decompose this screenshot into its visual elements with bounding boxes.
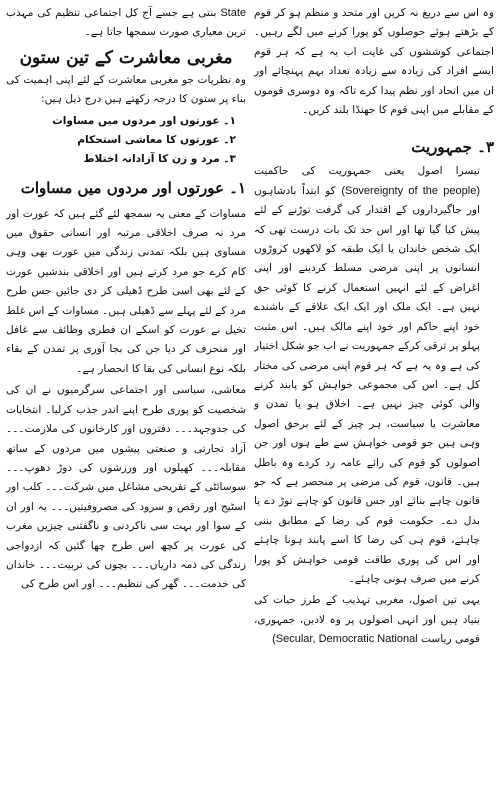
list-item: ۲۔ عورتوں کا معاشی استحکام — [77, 133, 236, 146]
equality-paragraph: مساوات کے معنی یہ سمجھ لئے گئے ہیں کہ عورت اور مرد نہ صرف اخلاقی مرتبہ اور انسانی حقوق میں مساوی ہیں بلکہ تمدنی زندگی میں عورت بھی وہی کام کرے جو مرد کرتے ہیں اور اخلاقی بندشیں عورت کے لئے بھی اسی طرح ڈھیلی کر دی جائیں جس طرح مرد کے لئے پہلے سے ڈھیلی ہیں۔ مساوات کے اس غلط تخیل نے عورت کو اسکے ان فطری وظائف سے غافل اور منحرف کر دیا جن کی بجا آوری پر تمدن کے بقاء بلکہ نوع انسانی کی بقا کا انحصار ہے۔ — [6, 207, 246, 375]
right-column — [254, 4, 494, 784]
left-column — [6, 4, 246, 784]
heading-democracy: ۳۔ جمہوریت — [411, 138, 494, 157]
democracy-after-english: کو ابتداً — [302, 184, 336, 197]
activities-paragraph: معاشی، سیاسی اور اجتماعی سرگرمیوں نے ان کی شخصیت کو پوری طرح اپنے اندر جذب کرلیا۔ انتخابات کی جدوجہد۔۔۔ دفتروں اور کارخانوں کی ملازمت۔۔۔ آزاد تجارتی و صنعتی پیشوں میں مردوں کے ساتھ مقابلہ۔۔۔ کھیلوں اور ورزشوں کی دوڑ دھوپ۔۔۔ سوسائٹی کے تفریحی مشاغل میں شرکت۔۔۔ کلب اور اسٹیج اور رقص و سرود کی مصروفیتیں۔۔۔ یہ اور ان کے سوا اور بہت سی ناکردنی و ناگفتنی چیزیں مغرب کی عورت پر کچھ اس طرح چھا گئیں کہ ازدواجی زندگی کی ذمہ داریاں۔۔۔ بچوں کی تربیت۔۔۔ خاندان کی خدمت۔۔۔ گھر کی تنظیم۔۔۔ اور اس طرح کی — [6, 384, 246, 591]
pillars-intro: وہ نظریات جو مغربی معاشرت کے لئے اپنی اہمیت کی بناء پر ستون کا درجہ رکھتے ہیں درج ذیل ہیں: — [6, 73, 246, 106]
democracy-english-term: (Sovereignty of the people) — [341, 184, 480, 197]
list-item: ۳۔ مرد و زن کا آزادانہ اختلاط — [83, 152, 236, 165]
state-paragraph — [6, 4, 246, 43]
democracy-intro: تیسرا اصول یعنی جمہوریت کی حاکمیت — [254, 165, 480, 178]
intro-paragraph: وہ اس سے دریغ نہ کریں اور متحد و منظم ہو کر قوم کے بڑھتے ہوئے حوصلوں کو پورا کرنے میں لگے رہیں۔ اجتماعی کوششوں کی غایت اب یہ ہے کہ ہر قوم ایسے افراد کی زیادہ سے زیادہ تعداد بہم پہنچائے اور ان میں اتحاد اور نظم پیدا کرے تاکہ وہ دوسری قوموں کے مقابلے میں اپنی قوم کا جھنڈا بلند کریں۔ — [254, 7, 494, 117]
heading-three-pillars: مغربی معاشرت کے تین ستون — [19, 47, 233, 68]
list-item: ۱۔ عورتوں اور مردوں میں مساوات — [52, 114, 236, 127]
summary-paragraph — [254, 591, 494, 649]
summary-english-term: (Secular, Democratic National — [272, 633, 418, 646]
heading-equality: ۱۔ عورتوں اور مردوں میں مساوات — [20, 178, 246, 197]
pillars-list — [6, 112, 236, 169]
democracy-paragraph — [254, 162, 494, 589]
state-body: بنتی ہے جسے آج کل اجتماعی تنظیم کی مہذب ترین معیاری صورت سمجھا جاتا ہے۔ — [6, 7, 246, 39]
democracy-body: بادشاہوں اور جاگیرداروں کے اقتدار کی گرفت توڑنے کے لئے پیش کیا گیا تھا اور اس حد تک بات درست تھی کہ ایک شخص خاندان یا ایک طبقہ کو لاکھوں کروڑوں انسانوں پر اپنی مرضی مسلط کردینے اور اپنی اغراض کے لئے انہیں استعمال کرنے کا کوئی حق نہیں ہے۔ ایک ملک اور ایک ایک علاقے کے باشندے خود اپنے حاکم اور خود اپنے مالک ہیں۔ اس مثبت پہلو پر ترقی کرکے جمہوریت نے اب جو شکل اختیار کی ہے وہ یہ ہے کہ ہر قوم اپنی مرضی کی مختار کل ہے۔ اس کی مجموعی خواہش کو پابند کرنے والی کوئی چیز نہیں ہے۔ اخلاق ہو یا تمدن و معاشرت یا سیاست، ہر چیز کے لئے برحق اصول وہی ہیں جو قومی خواہش سے طے ہوں اور جن اصولوں کو قوم کی رائے عامہ رد کردے وہ باطل ہیں۔ قانون، قوم کی مرضی پر منحصر ہے کہ جو قانون چاہے بنائے اور جس قانون کو چاہے توڑ دے یا بدل دے۔ حکومت قوم کی رضا کے مطابق بننی چاہئے، قوم ہی کی رضا کا اسے پابند ہونا چاہئے اور اس کی پوری طاقت قومی خواہش کو پورا کرنے میں صرف ہونی چاہئے۔ — [254, 184, 480, 585]
state-english-term: State — [220, 7, 246, 19]
summary-body: یہی تین اصول، مغربی تہذیب کے طرز حیات کی بنیاد ہیں اور انہی اصولوں پر وہ لادین، جمہوری، قومی ریاست — [254, 594, 480, 646]
